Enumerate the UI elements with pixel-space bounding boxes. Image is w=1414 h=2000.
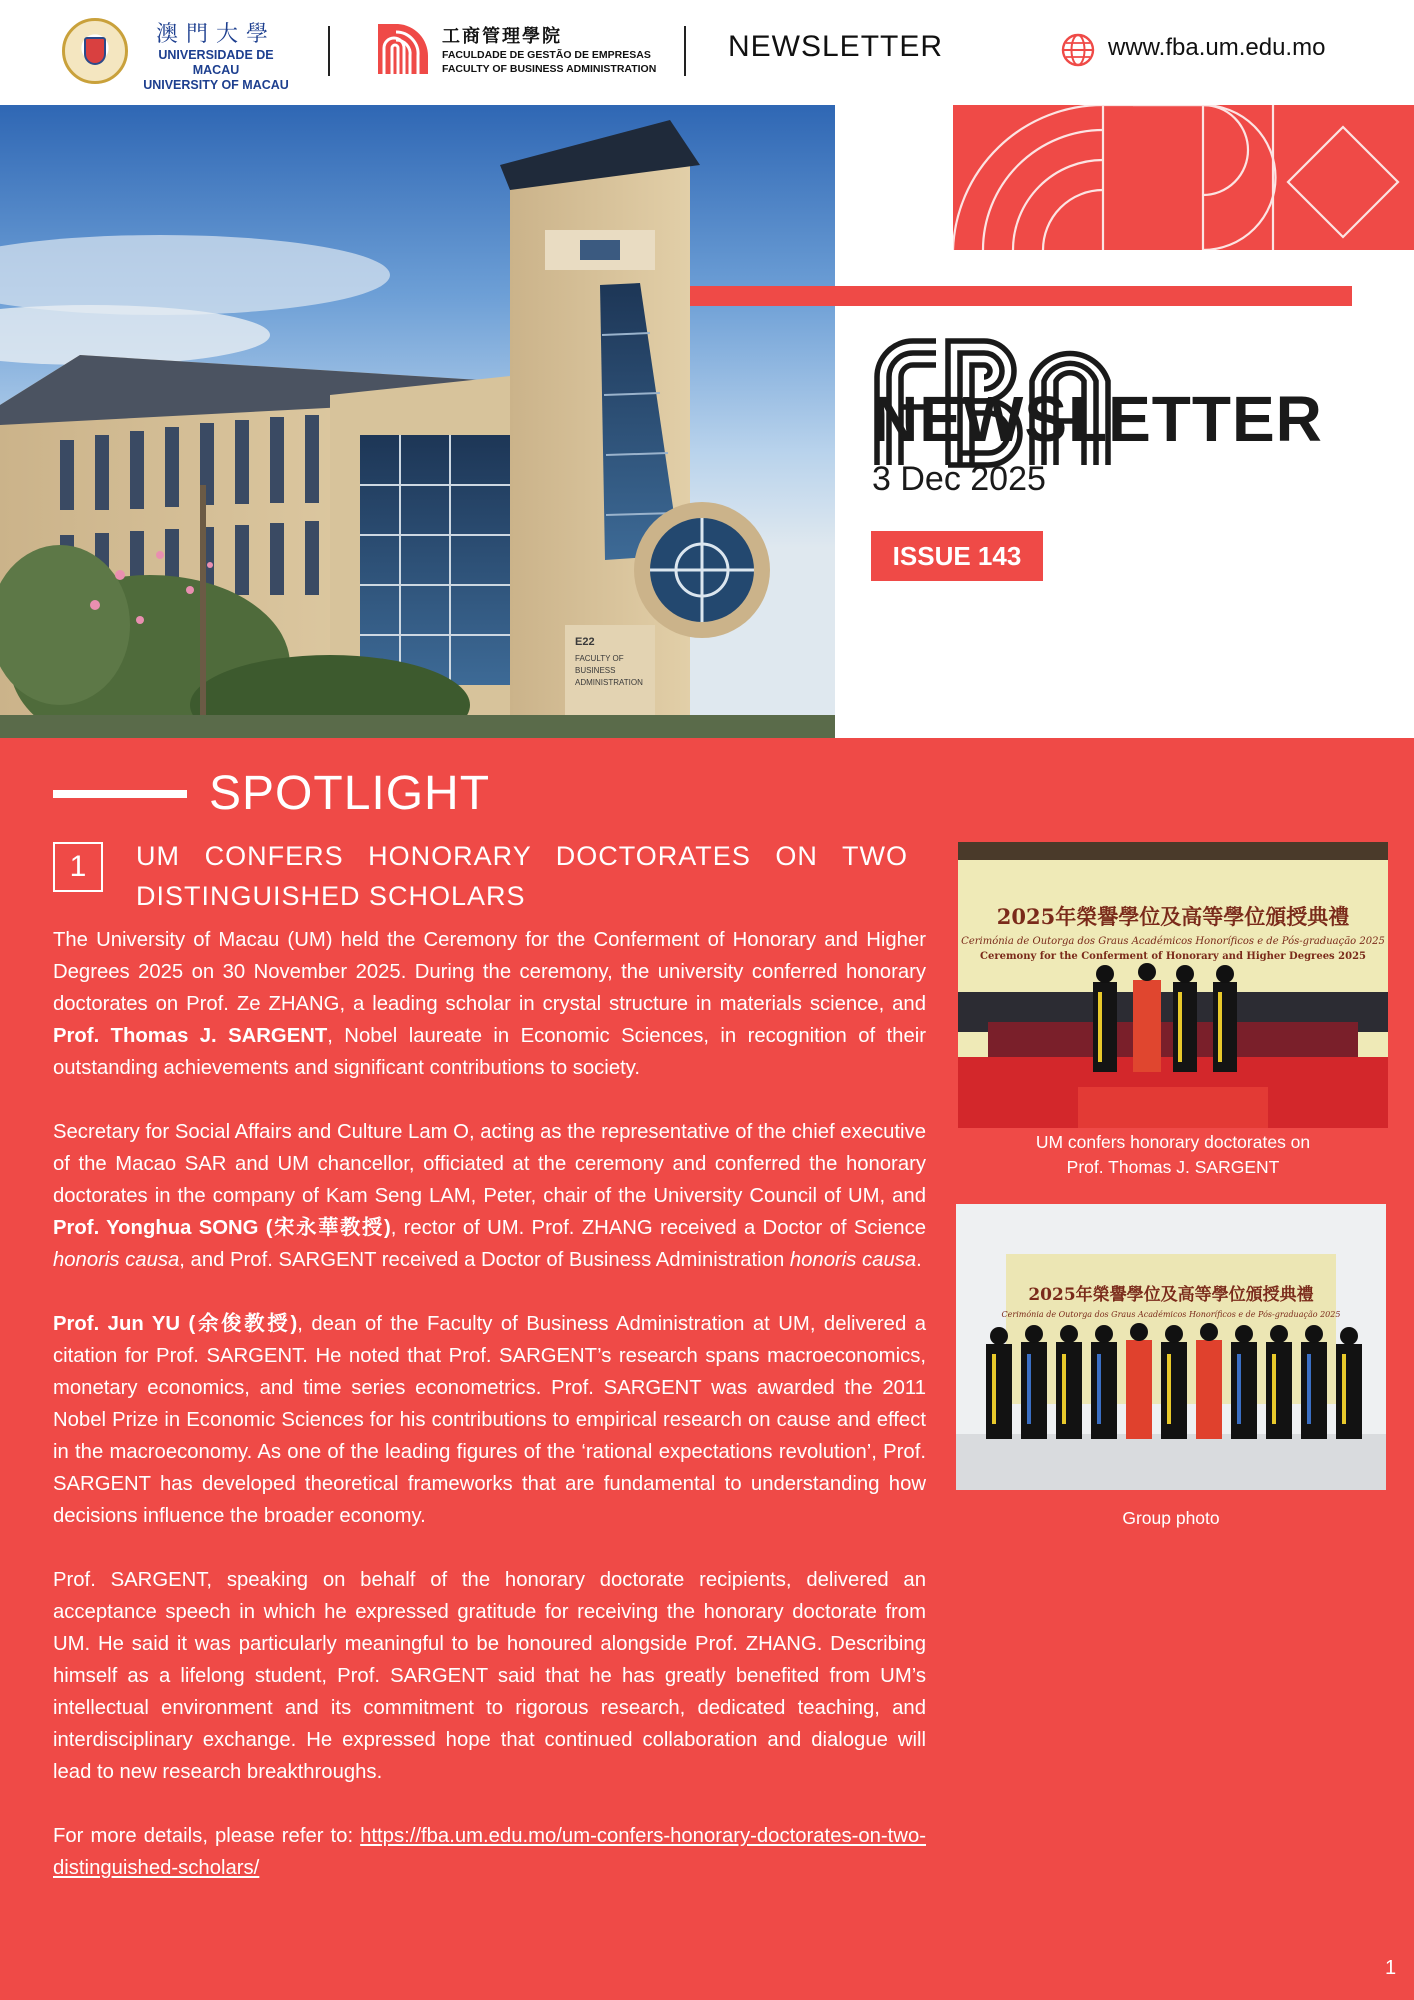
photo-banner-pt: Cerimónia de Outorga dos Graus Académicos Honoríficos e de Pós-graduação 2025 [1001,1310,1341,1319]
page-header [0,0,1414,105]
section-rule [53,790,187,798]
article-title: UM CONFERS HONORARY DOCTORATES ON TWO DISTINGUISHED SCHOLARS [136,841,908,911]
photo-banner-en: Ceremony for the Conferment of Honorary and Higher Degrees 2025 [980,951,1366,962]
um-name-en: UNIVERSITY OF MACAU [143,78,289,92]
faculty-name-pt: FACULDADE DE GESTÃO DE EMPRESAS [442,49,651,61]
article-number: 1 [53,842,103,892]
paragraph: Secretary for Social Affairs and Culture Lam O, acting as the representative of the chief executive of the Macao SAR and UM chancellor, officiated at the ceremony and conferred the honorary doctorates in the company of Kam Seng LAM, Peter, chair of the University Council of UM, and Prof. Yonghua SONG (宋永華教授), rector of UM. Prof. ZHANG received a Doctor of Science honoris causa, and Prof. SARGENT received a Doctor of Business Administration honoris causa. [53,1121,926,1271]
page-number: 1 [1385,1957,1397,1979]
article-body [53,924,926,1884]
header-divider [328,26,330,76]
paragraph: Prof. SARGENT, speaking on behalf of the honorary doctorate recipients, delivered an acceptance speech in which he expressed gratitude for receiving the honorary doctorate from UM. He said it was particularly meaningful to be honoured alongside Prof. ZHANG. Describing himself as a lifelong student, Prof. SARGENT said that he has greatly benefited from UM’s intellectual environment and its commitment to rigorous research, dedicated teaching, and interdisciplinary exchange. He expressed hope that continued collaboration and dialogue will lead to new research breakthroughs. [53,1569,926,1783]
um-seal-icon [62,18,128,84]
paragraph: The University of Macau (UM) held the Ceremony for the Conferment of Honorary and Higher Degrees 2025 on 30 November 2025. During the ceremony, the university conferred honorary doctorates on Prof. Ze ZHANG, a leading scholar in crystal structure in materials science, and Prof. Thomas J. SARGENT, Nobel laureate in Economic Sciences, in recognition of their outstanding achievements and significant contributions to society. [53,929,927,1079]
photo-banner-pt: Cerimónia de Outorga dos Graus Académicos Honoríficos e de Pós-graduação 2025 [961,936,1385,947]
faculty-wordmark [442,26,656,76]
hero-decoration [953,105,1414,250]
svg-text:BUSINESS: BUSINESS [575,666,616,675]
photo-banner-cn: 2025年榮譽學位及高等學位頒授典禮 [1028,1285,1314,1305]
svg-text:ADMINISTRATION: ADMINISTRATION [575,678,643,687]
section-title: SPOTLIGHT [209,767,491,820]
website-link[interactable]: www.fba.um.edu.mo [1108,34,1326,61]
spotlight-section [0,738,1414,2000]
more-details: For more details, please refer to: https://fba.um.edu.mo/um-confers-honorary-doctorates-on-two-distinguished-scholars/ [53,1825,926,1879]
issue-badge: ISSUE 143 [871,531,1043,581]
svg-text:E22: E22 [575,636,595,648]
ceremony-photo [958,842,1388,1128]
um-wordmark [136,22,296,93]
svg-text:FACULTY OF: FACULTY OF [575,654,624,663]
group-photo [956,1204,1386,1490]
photo-caption: Group photo [1122,1508,1220,1528]
hero-section [0,105,1414,738]
faculty-name-en: FACULTY OF BUSINESS ADMINISTRATION [442,63,657,75]
hero-accent-bar [690,286,1352,306]
globe-icon [1061,33,1095,67]
faculty-name-cn: 工商管理學院 [442,26,562,47]
fba-mark-icon [376,22,430,76]
header-title: NEWSLETTER [728,30,944,63]
photo-banner-cn: 2025年榮譽學位及高等學位頒授典禮 [996,904,1350,929]
article-link[interactable]: https://fba.um.edu.mo/um-confers-honorary-doctorates-on-two-distinguished-scholars/ [53,1825,926,1879]
building-photo [0,105,835,738]
paragraph: Prof. Jun YU (余俊教授), dean of the Faculty of Business Administration at UM, delivered a citation for Prof. SARGENT. He noted that Prof. SARGENT’s research spans macroeconomics, monetary economics, and time series econometrics. Prof. SARGENT was awarded the 2011 Nobel Prize in Economic Sciences for his contributions to empirical research on cause and effect in the macroeconomy. As one of the leading figures of the ‘rational expectations revolution’, Prof. SARGENT has developed theoretical frameworks that are fundamental to understanding how decisions influence the broader economy. [53,1313,926,1527]
newsletter-title: NEWSLETTER [872,383,1323,455]
issue-date: 3 Dec 2025 [872,460,1046,498]
photo-caption: UM confers honorary doctorates on Prof. Thomas J. SARGENT [1035,1132,1311,1177]
um-name-pt: UNIVERSIDADE DE MACAU [158,48,274,77]
header-divider [684,26,686,76]
um-name-cn: 澳門大學 [155,22,276,47]
